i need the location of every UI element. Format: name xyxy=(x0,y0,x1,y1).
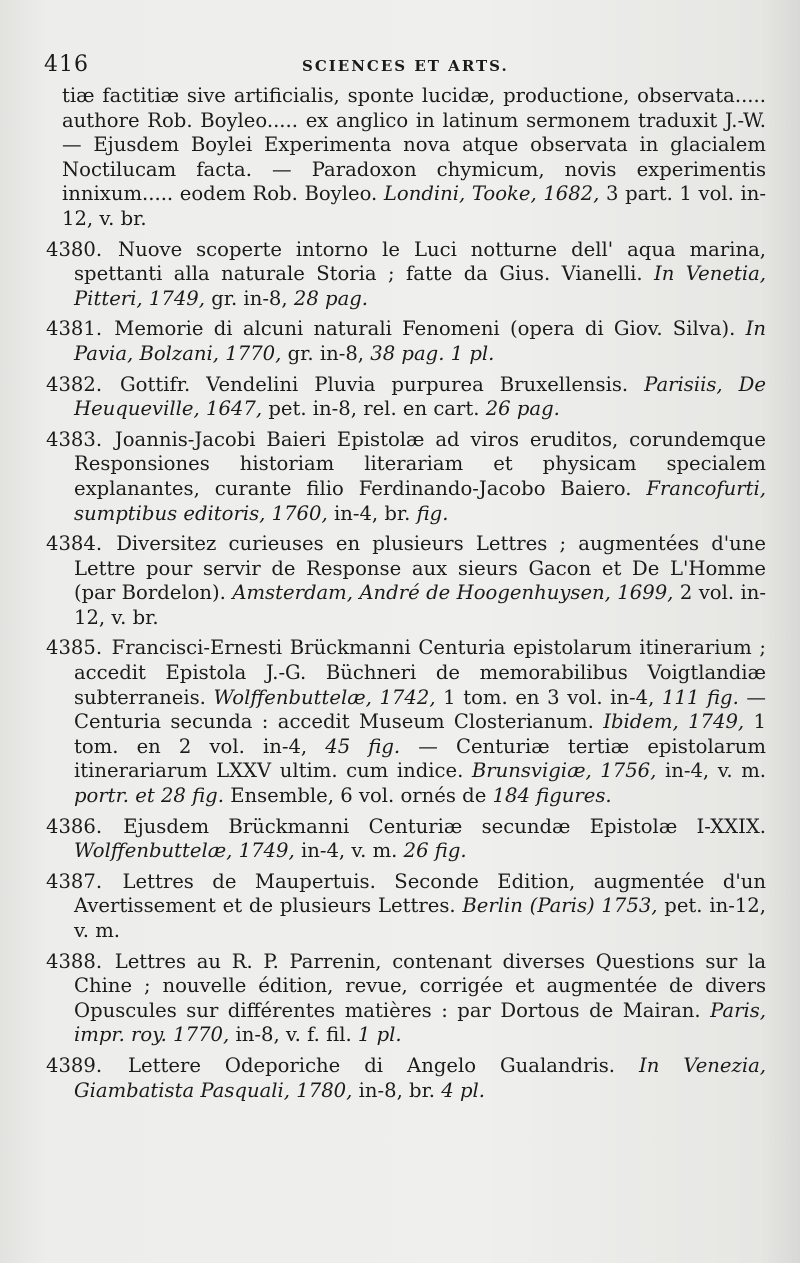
entry-number: 4383. xyxy=(46,427,103,451)
entry-number: 4388. xyxy=(46,949,103,973)
entry-number: 4386. xyxy=(46,814,103,838)
page-number: 416 xyxy=(44,52,89,77)
catalog-entry-4385: 4385. Francisci-Ernesti Brückmanni Centuria epistolarum itinerarium ; accedit Epistola J.-G. Büchneri de memorabilibus Voigtlandiæ subterraneis. Wolffenbuttelæ, 1742, 1 tom. en 3 vol. in-4, 111 fig. — Centuria secunda : accedit Museum Closterianum. Ibidem, 1749, 1 tom. en 2 vol. in-4, 45 fig. — Centuriæ tertiæ epistolarum itinerariarum LXXV ultim. cum indice. Brunsvigiæ, 1756, in-4, v. m. portr. et 28 fig. Ensemble, 6 vol. ornés de 184 figures. xyxy=(46,636,767,808)
entry-number: 4389. xyxy=(46,1053,103,1077)
running-title: SCIENCES ET ARTS. xyxy=(302,57,509,75)
entry-number: 4387. xyxy=(46,869,103,893)
page-header xyxy=(44,52,764,82)
catalog-entry-4384: 4384. Diversitez curieuses en plusieurs Lettres ; augmentées d'une Lettre pour servir de Response aux sieurs Gacon et De L'Homme (par Bordelon). Amsterdam, André de Hoogenhuysen, 1699, 2 vol. in-12, v. br. xyxy=(46,532,766,629)
catalog-entry-4388: 4388. Lettres au R. P. Parrenin, contenant diverses Questions sur la Chine ; nouvelle édition, revue, corrigée et augmentée de divers Opuscules sur différentes matières : par Dortous de Mairan. Paris, impr. roy. 1770, in-8, v. f. fil. 1 pl. xyxy=(46,949,767,1047)
catalog-entry-continuation: tiæ factitiæ sive artificialis, sponte lucidæ, productione, observata..... authore Rob. Boyleo..... ex anglico in latinum sermonem traduxit J.-W. — Ejusdem Boylei Experimenta nova atque observata in glacialem Noctilucam facta. — Paradoxon chymicum, novis experimentis innixum..... eodem Rob. Boyleo. Londini, Tooke, 1682, 3 part. 1 vol. in-12, v. br. xyxy=(62,84,766,230)
catalog-entries xyxy=(46,84,766,1109)
catalog-entry-4387: 4387. Lettres de Maupertuis. Seconde Edition, augmentée d'un Avertissement et de plusieurs Lettres. Berlin (Paris) 1753, pet. in-12, v. m. xyxy=(46,869,766,942)
entry-number: 4382. xyxy=(46,372,103,396)
catalog-entry-4382: 4382. Gottifr. Vendelini Pluvia purpurea Bruxellensis. Parisiis, De Heuqueville, 1647, pet. in-8, rel. en cart. 26 pag. xyxy=(46,372,766,421)
entry-number: 4380. xyxy=(46,237,103,261)
entry-number: 4381. xyxy=(46,317,103,341)
catalog-entry-4380: 4380. Nuove scoperte intorno le Luci notturne dell' aqua marina, spettanti alla naturale Storia ; fatte da Gius. Vianelli. In Venetia, Pitteri, 1749, gr. in-8, 28 pag. xyxy=(46,237,766,310)
catalog-entry-4386: 4386. Ejusdem Brückmanni Centuriæ secundæ Epistolæ I-XXIX. Wolffenbuttelæ, 1749, in-4, v. m. 26 fig. xyxy=(46,814,766,863)
catalog-entry-4383: 4383. Joannis-Jacobi Baieri Epistolæ ad viros eruditos, corundemque Responsiones historiam literariam et physicam specialem explanantes, curante filio Ferdinando-Jacobo Baiero. Francofurti, sumptibus editoris, 1760, in-4, br. fig. xyxy=(46,427,766,525)
entry-number: 4384. xyxy=(46,532,103,556)
entry-number: 4385. xyxy=(46,636,103,660)
catalog-entry-4389: 4389. Lettere Odeporiche di Angelo Gualandris. In Venezia, Giambatista Pasquali, 1780, in-8, br. 4 pl. xyxy=(46,1053,767,1102)
catalog-entry-4381: 4381. Memorie di alcuni naturali Fenomeni (opera di Giov. Silva). In Pavia, Bolzani, 1770, gr. in-8, 38 pag. 1 pl. xyxy=(46,317,766,365)
